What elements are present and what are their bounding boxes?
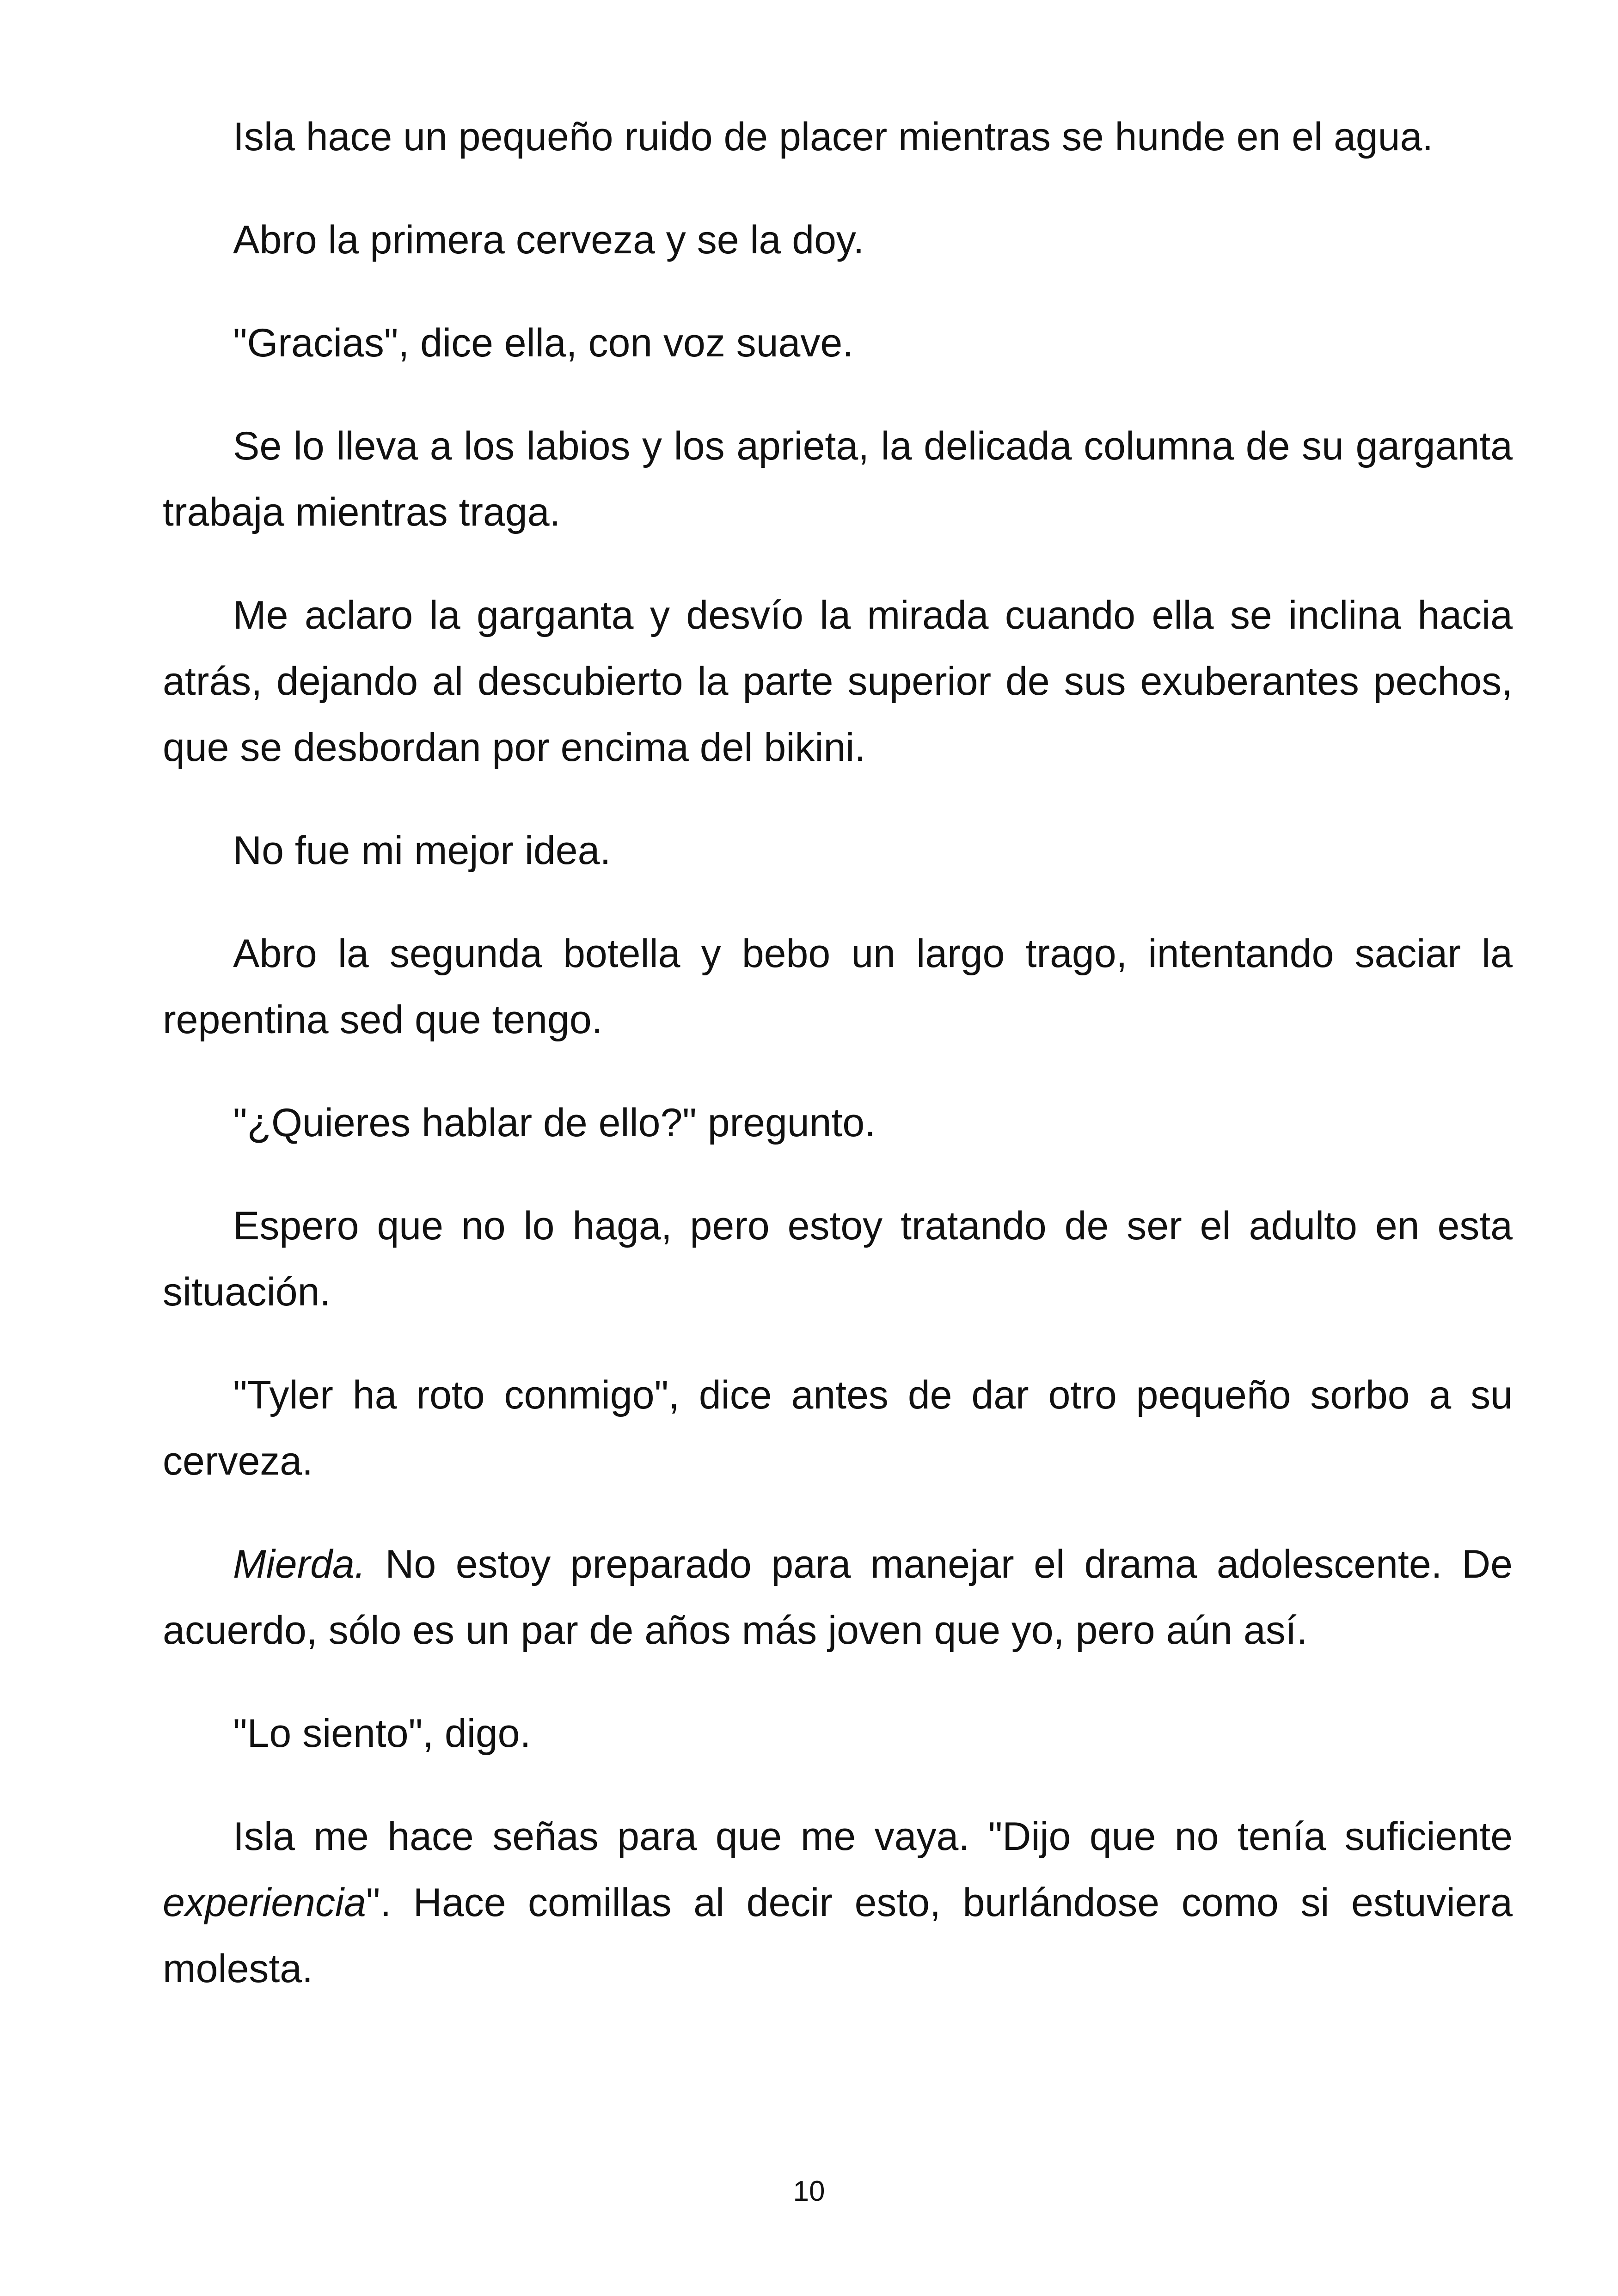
paragraph: [163, 1531, 1513, 1664]
italic-text: experiencia: [163, 1880, 366, 1925]
paragraph-text: ". Hace comillas al decir esto, burlándose como si estuviera molesta.: [163, 1880, 1513, 1991]
paragraph: "Lo siento", digo.: [233, 1711, 531, 1756]
paragraph: "Gracias", dice ella, con voz suave.: [233, 321, 854, 365]
paragraph-text: Isla me hace señas para que me vaya. "Dijo que no tenía suficiente: [233, 1814, 1513, 1859]
paragraph: Espero que no lo haga, pero estoy tratando de ser el adulto en esta situación.: [163, 1204, 1513, 1314]
paragraph: Isla hace un pequeño ruido de placer mientras se hunde en el agua.: [233, 115, 1434, 159]
paragraph: [163, 1804, 1513, 2002]
paragraph: Abro la segunda botella y bebo un largo trago, intentando saciar la repentina sed que tengo.: [163, 931, 1513, 1042]
paragraph: "Tyler ha roto conmigo", dice antes de dar otro pequeño sorbo a su cerveza.: [163, 1373, 1513, 1483]
body-text: [163, 104, 1513, 2039]
paragraph: "¿Quieres hablar de ello?" pregunto.: [233, 1101, 876, 1145]
paragraph: Se lo lleva a los labios y los aprieta, la delicada columna de su garganta trabaja mientras traga.: [163, 424, 1513, 534]
paragraph-text: No estoy preparado para manejar el drama adolescente. De acuerdo, sólo es un par de años más joven que yo, pero aún así.: [163, 1542, 1513, 1653]
italic-text: Mierda.: [233, 1542, 366, 1586]
page-number: 10: [793, 2175, 825, 2207]
paragraph: Abro la primera cerveza y se la doy.: [233, 218, 864, 262]
paragraph: No fue mi mejor idea.: [233, 828, 611, 873]
paragraph: Me aclaro la garganta y desvío la mirada cuando ella se inclina hacia atrás, dejando al descubierto la parte superior de sus exuberantes pechos, que se desbordan por encima del bikini.: [163, 593, 1513, 770]
